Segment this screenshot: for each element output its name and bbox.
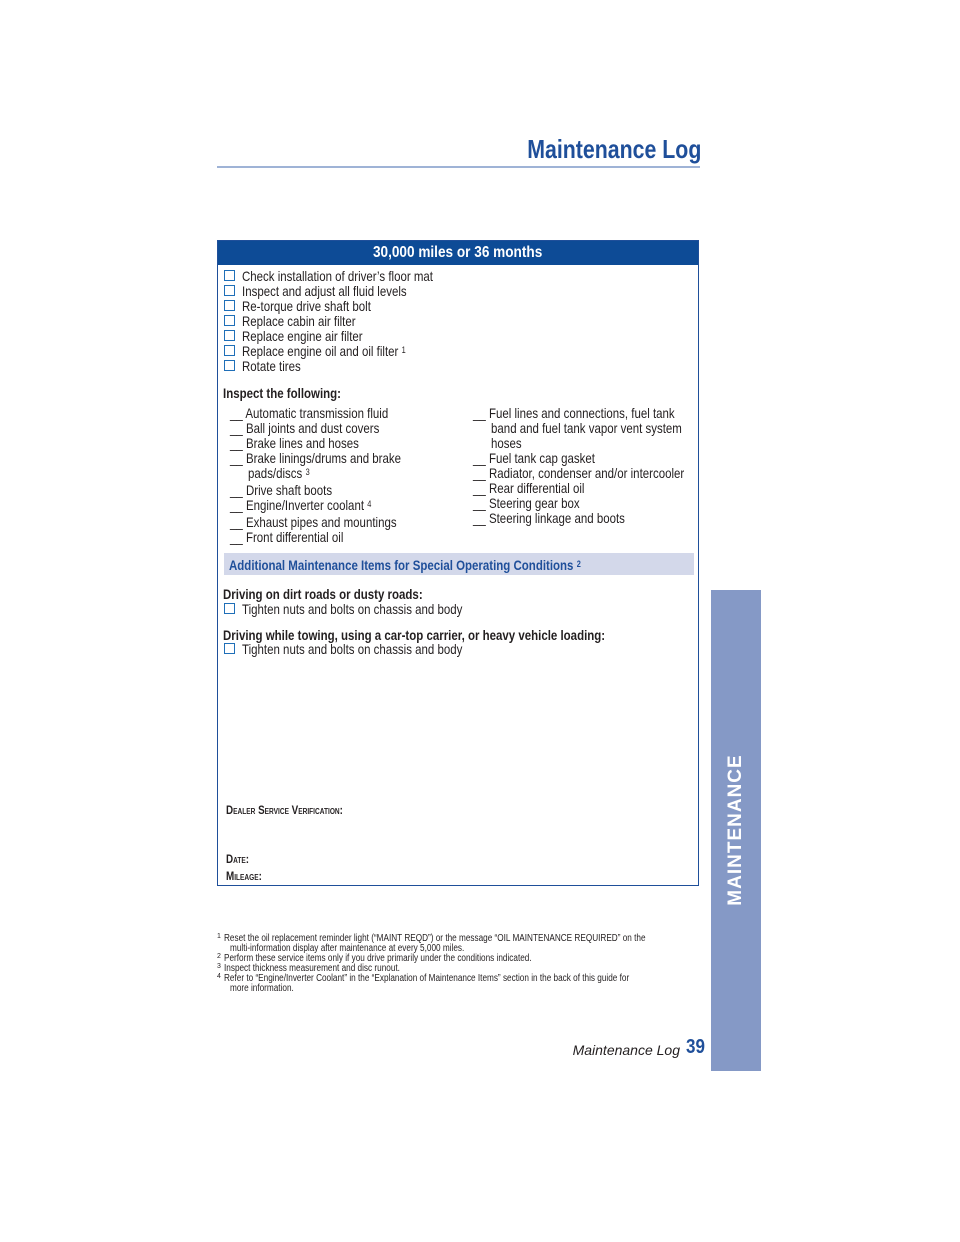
check-list — [224, 269, 475, 374]
footnote: 4 Refer to “Engine/Inverter Coolant” in the “Explanation of Maintenance Items” section in the back of this guide for — [217, 973, 630, 984]
dealer-verification-label: Dealer Service Verification: — [226, 803, 343, 817]
maintenance-log-box — [217, 240, 699, 886]
inspect-item: __ Brake linings/drums and brake pads/discs $^3$ — [230, 450, 402, 481]
condition-heading: Driving while towing, using a car-top carrier, or heavy vehicle loading: — [223, 627, 606, 643]
inspect-item: __ Steering gear box — [473, 495, 580, 511]
check-item — [224, 314, 475, 329]
footnote-ref: 1 — [401, 345, 406, 355]
page-number: 39 — [686, 1036, 705, 1058]
check-item-label: Inspect and adjust all fluid levels — [242, 283, 407, 299]
check-item-label: Rotate tires — [242, 358, 301, 374]
inspect-item: __ Fuel lines and connections, fuel tank band and fuel tank vapor vent system hoses — [473, 405, 682, 451]
interval-header — [218, 241, 698, 265]
condition-heading: Driving on dirt roads or dusty roads: — [223, 586, 423, 602]
check-item-label: Replace cabin air filter — [242, 313, 356, 329]
inspect-item: __ Ball joints and dust covers — [230, 420, 380, 436]
checkbox[interactable] — [224, 285, 235, 296]
check-item-label: Replace engine air filter — [242, 328, 363, 344]
inspect-list-right — [473, 406, 731, 526]
check-item — [224, 329, 475, 344]
check-item — [224, 359, 475, 374]
inspect-list-left — [230, 406, 439, 545]
special-conditions-bar — [224, 553, 694, 575]
date-label: Date: — [226, 852, 250, 866]
footnote: 2 Perform these service items only if you drive primarily under the conditions indicated. — [217, 953, 532, 964]
side-tab-label: MAINTENANCE — [725, 754, 746, 906]
inspect-item: __ Exhaust pipes and mountings — [230, 514, 397, 530]
inspect-item: __ Front differential oil — [230, 529, 344, 545]
checkbox[interactable] — [224, 345, 235, 356]
inspect-item: __ Rear differential oil — [473, 480, 585, 496]
checkbox[interactable] — [224, 270, 235, 281]
inspect-item: __ Drive shaft boots — [230, 482, 333, 498]
footnote-ref: 4 — [367, 499, 372, 509]
special-conditions-title: Additional Maintenance Items for Special Operating Conditions $^2$ — [229, 557, 581, 573]
inspect-item: __ Fuel tank cap gasket — [473, 450, 595, 466]
inspect-item: __ Automatic transmission fluid — [230, 405, 389, 421]
checkbox[interactable] — [224, 300, 235, 311]
footnote: 3 Inspect thickness measurement and disc runout. — [217, 963, 400, 974]
footer-section-label: Maintenance Log — [572, 1042, 680, 1058]
check-item-label: Check installation of driver’s floor mat — [242, 268, 433, 284]
footnote-ref: 3 — [305, 467, 310, 477]
footnote-ref: 2 — [576, 559, 581, 569]
checkbox[interactable] — [224, 643, 235, 654]
title-divider — [217, 166, 700, 168]
inspect-item: __ Brake lines and hoses — [230, 435, 359, 451]
checkbox[interactable] — [224, 330, 235, 341]
mileage-label: Mileage: — [226, 869, 262, 883]
condition-item: Tighten nuts and bolts on chassis and body — [224, 602, 511, 617]
footnote-continuation: more information. — [230, 983, 294, 994]
inspect-item: __ Steering linkage and boots — [473, 510, 625, 526]
page-title: Maintenance Log — [526, 134, 701, 164]
condition-item: Tighten nuts and bolts on chassis and body — [224, 642, 511, 657]
checkbox[interactable] — [224, 603, 235, 614]
inspect-heading: Inspect the following: — [223, 385, 341, 401]
check-item — [224, 344, 475, 359]
footnote-continuation: multi-information display after maintenance at every 5,000 miles. — [230, 943, 465, 954]
checkbox[interactable] — [224, 315, 235, 326]
checkbox[interactable] — [224, 360, 235, 371]
inspect-item: __ Engine/Inverter coolant $^4$ — [230, 497, 372, 513]
section-side-tab — [711, 590, 761, 1071]
check-item — [224, 284, 475, 299]
footnotes — [217, 934, 697, 994]
interval-label: 30,000 miles or 36 months — [373, 244, 543, 261]
check-item-label: Replace engine oil and oil filter — [242, 343, 399, 359]
inspect-item: __ Radiator, condenser and/or intercooler — [473, 465, 685, 481]
check-item — [224, 299, 475, 314]
check-item-label: Re-torque drive shaft bolt — [242, 298, 371, 314]
footnote: 1 Reset the oil replacement reminder light (“MAINT REQD”) or the message “OIL MAINTENANCE REQUIRED” on the — [217, 933, 646, 944]
check-item — [224, 269, 475, 284]
